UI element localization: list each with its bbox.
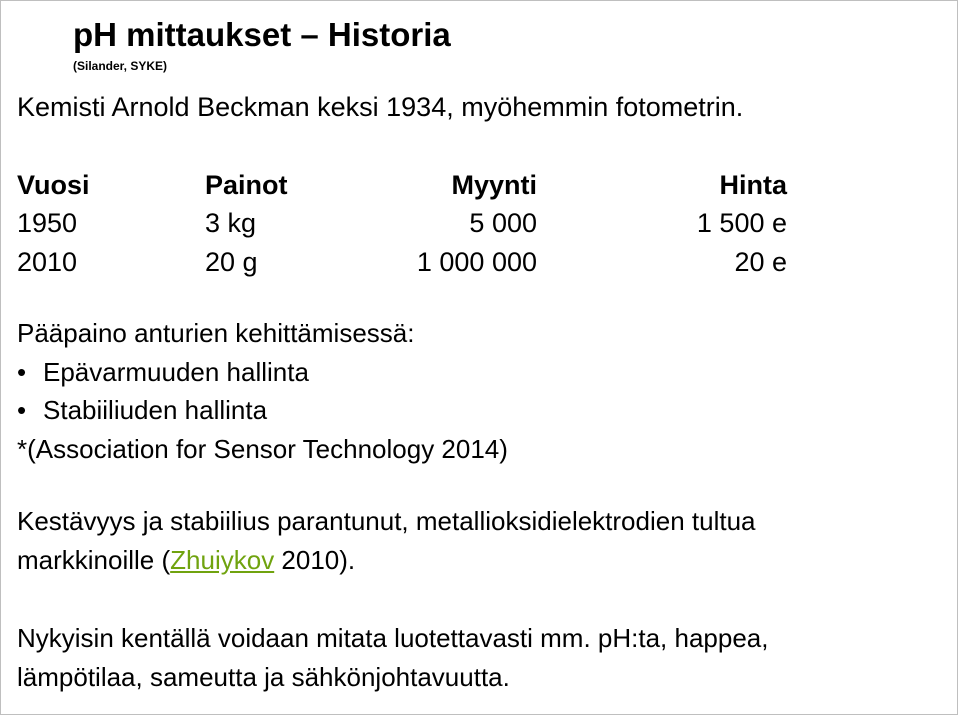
header-myynti: Myynti	[451, 170, 537, 200]
bullet-icon: •	[17, 356, 27, 387]
cell-price: 20 e	[734, 247, 787, 277]
durability-text-after: 2010).	[274, 544, 356, 575]
list-item	[17, 353, 508, 392]
durability-text-before: markkinoille (	[17, 544, 171, 575]
durability-line-2	[17, 541, 756, 580]
cell-year: 2010	[17, 247, 78, 277]
today-line-2: lämpötilaa, sameutta ja sähkönjohtavuutta.	[17, 661, 510, 692]
cell-weight: 3 kg	[205, 208, 257, 238]
cell-weight: 20 g	[205, 247, 258, 277]
list-item	[17, 391, 508, 430]
source-note: *(Association for Sensor Technology 2014)	[17, 433, 508, 464]
intro-text: Kemisti Arnold Beckman keksi 1934, myöhemmin fotometrin.	[17, 92, 744, 122]
page-title: pH mittaukset – Historia	[73, 16, 451, 53]
durability-line-1: Kestävyys ja stabiilius parantunut, metallioksidielektrodien tultua	[17, 506, 756, 536]
cell-year: 1950	[17, 208, 78, 238]
today-line-1: Nykyisin kentällä voidaan mitata luotettavasti mm. pH:ta, happea,	[17, 623, 769, 653]
durability-paragraph	[17, 502, 756, 579]
source-credit: (Silander, SYKE)	[73, 59, 168, 73]
focus-heading: Pääpaino anturien kehittämisessä:	[17, 318, 415, 348]
bullet-text: Stabiiliuden hallinta	[43, 395, 268, 425]
today-paragraph	[17, 619, 769, 696]
focus-section	[17, 314, 508, 468]
zhuiykov-link[interactable]: Zhuiykov	[170, 544, 275, 575]
bullet-text: Epävarmuuden hallinta	[43, 356, 309, 387]
cell-sales: 5 000	[469, 208, 537, 238]
header-vuosi: Vuosi	[17, 170, 90, 200]
header-painot: Painot	[205, 170, 288, 200]
cell-sales: 1 000 000	[416, 247, 537, 277]
cell-price: 1 500 e	[696, 208, 787, 238]
bullet-icon: •	[17, 395, 27, 425]
history-table	[1, 167, 801, 287]
header-hinta: Hinta	[719, 170, 787, 200]
